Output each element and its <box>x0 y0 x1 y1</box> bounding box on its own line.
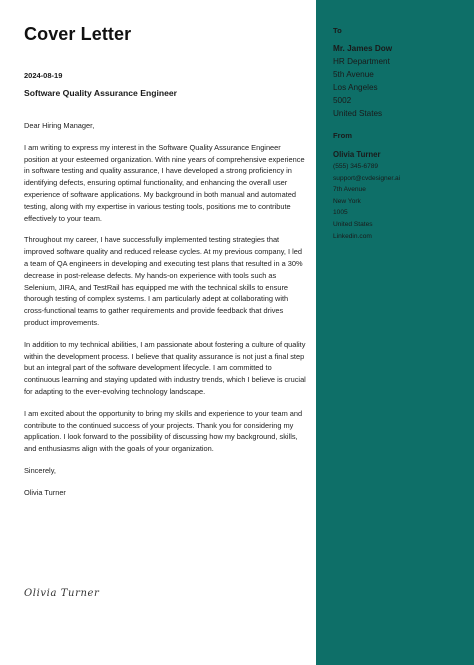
letter-text <box>24 120 306 509</box>
recipient-name: Mr. James Dow <box>333 44 393 53</box>
paragraph-4: I am excited about the opportunity to bring my skills and experience to your team and contribute to the continued success of your projects. Thank you for considering my application. I look forward to the possibility of discussing how my background, skills, and enthusiasms align with the goals of your organization. <box>24 408 303 454</box>
recipient-department: HR Department <box>333 57 390 67</box>
letter-date: 2024-08-19 <box>24 71 63 80</box>
from-label: From <box>333 131 352 140</box>
sender-website: Linkedin.com <box>333 232 372 240</box>
sender-street: 7th Avenue <box>333 186 366 194</box>
recipient-country: United States <box>333 109 383 119</box>
sender-name: Olivia Turner <box>333 150 381 159</box>
closing-name: Olivia Turner <box>24 487 66 497</box>
paragraph-1: I am writing to express my interest in the Software Quality Assurance Engineer position at your esteemed organization. With nine years of comprehensive experience in software testing and quality assurance, I have developed a strong proficiency in identifying defects, ensuring optimal functionality, and enhancing the overall user experience of software applications. My background in both manual and automated testing, along with my expertise in various testing tools, positions me to contribute effectively to your team. <box>24 142 305 223</box>
recipient-city: Los Angeles <box>333 83 378 93</box>
sender-country: United States <box>333 220 373 228</box>
paragraph-3: In addition to my technical abilities, I am passionate about fostering a culture of quality within the development process. I believe that quality assurance is not just a final step but an integral part of the software development lifecycle. I am committed to continuous learning and staying updated with industry trends, which I believe is crucial for adapting to the ever-evolving technology landscape. <box>24 339 306 396</box>
sender-city: New York <box>333 197 361 205</box>
closing: Sincerely, <box>24 465 56 475</box>
recipient-street: 5th Avenue <box>333 70 374 80</box>
recipient-block <box>333 42 392 121</box>
page-title: Cover Letter <box>24 24 132 44</box>
greeting: Dear Hiring Manager, <box>24 121 95 130</box>
sender-email: support@cvdesigner.ai <box>333 174 401 182</box>
sender-phone: (555) 345-6789 <box>333 163 379 170</box>
recipient-zip: 5002 <box>333 96 352 106</box>
to-label: To <box>333 26 342 35</box>
sender-block <box>333 149 400 242</box>
sender-zip: 1005 <box>333 209 348 217</box>
job-title: Software Quality Assurance Engineer <box>24 88 177 98</box>
paragraph-2: Throughout my career, I have successfully implemented testing strategies that improved software quality and reduced release cycles. At my previous company, I led a team of QA engineers in developing and executing test plans that resulted in a 30% decrease in post-release defects. My hands-on experience with tools such as Selenium, JIRA, and TestRail has equipped me with the technical skills to ensure thorough testing of complex systems. I am particularly adept at collaborating with cross-functional teams to gather requirements and provide feedback that drives product improvements. <box>24 235 303 327</box>
handwritten-signature: Olivia Turner <box>24 588 100 599</box>
